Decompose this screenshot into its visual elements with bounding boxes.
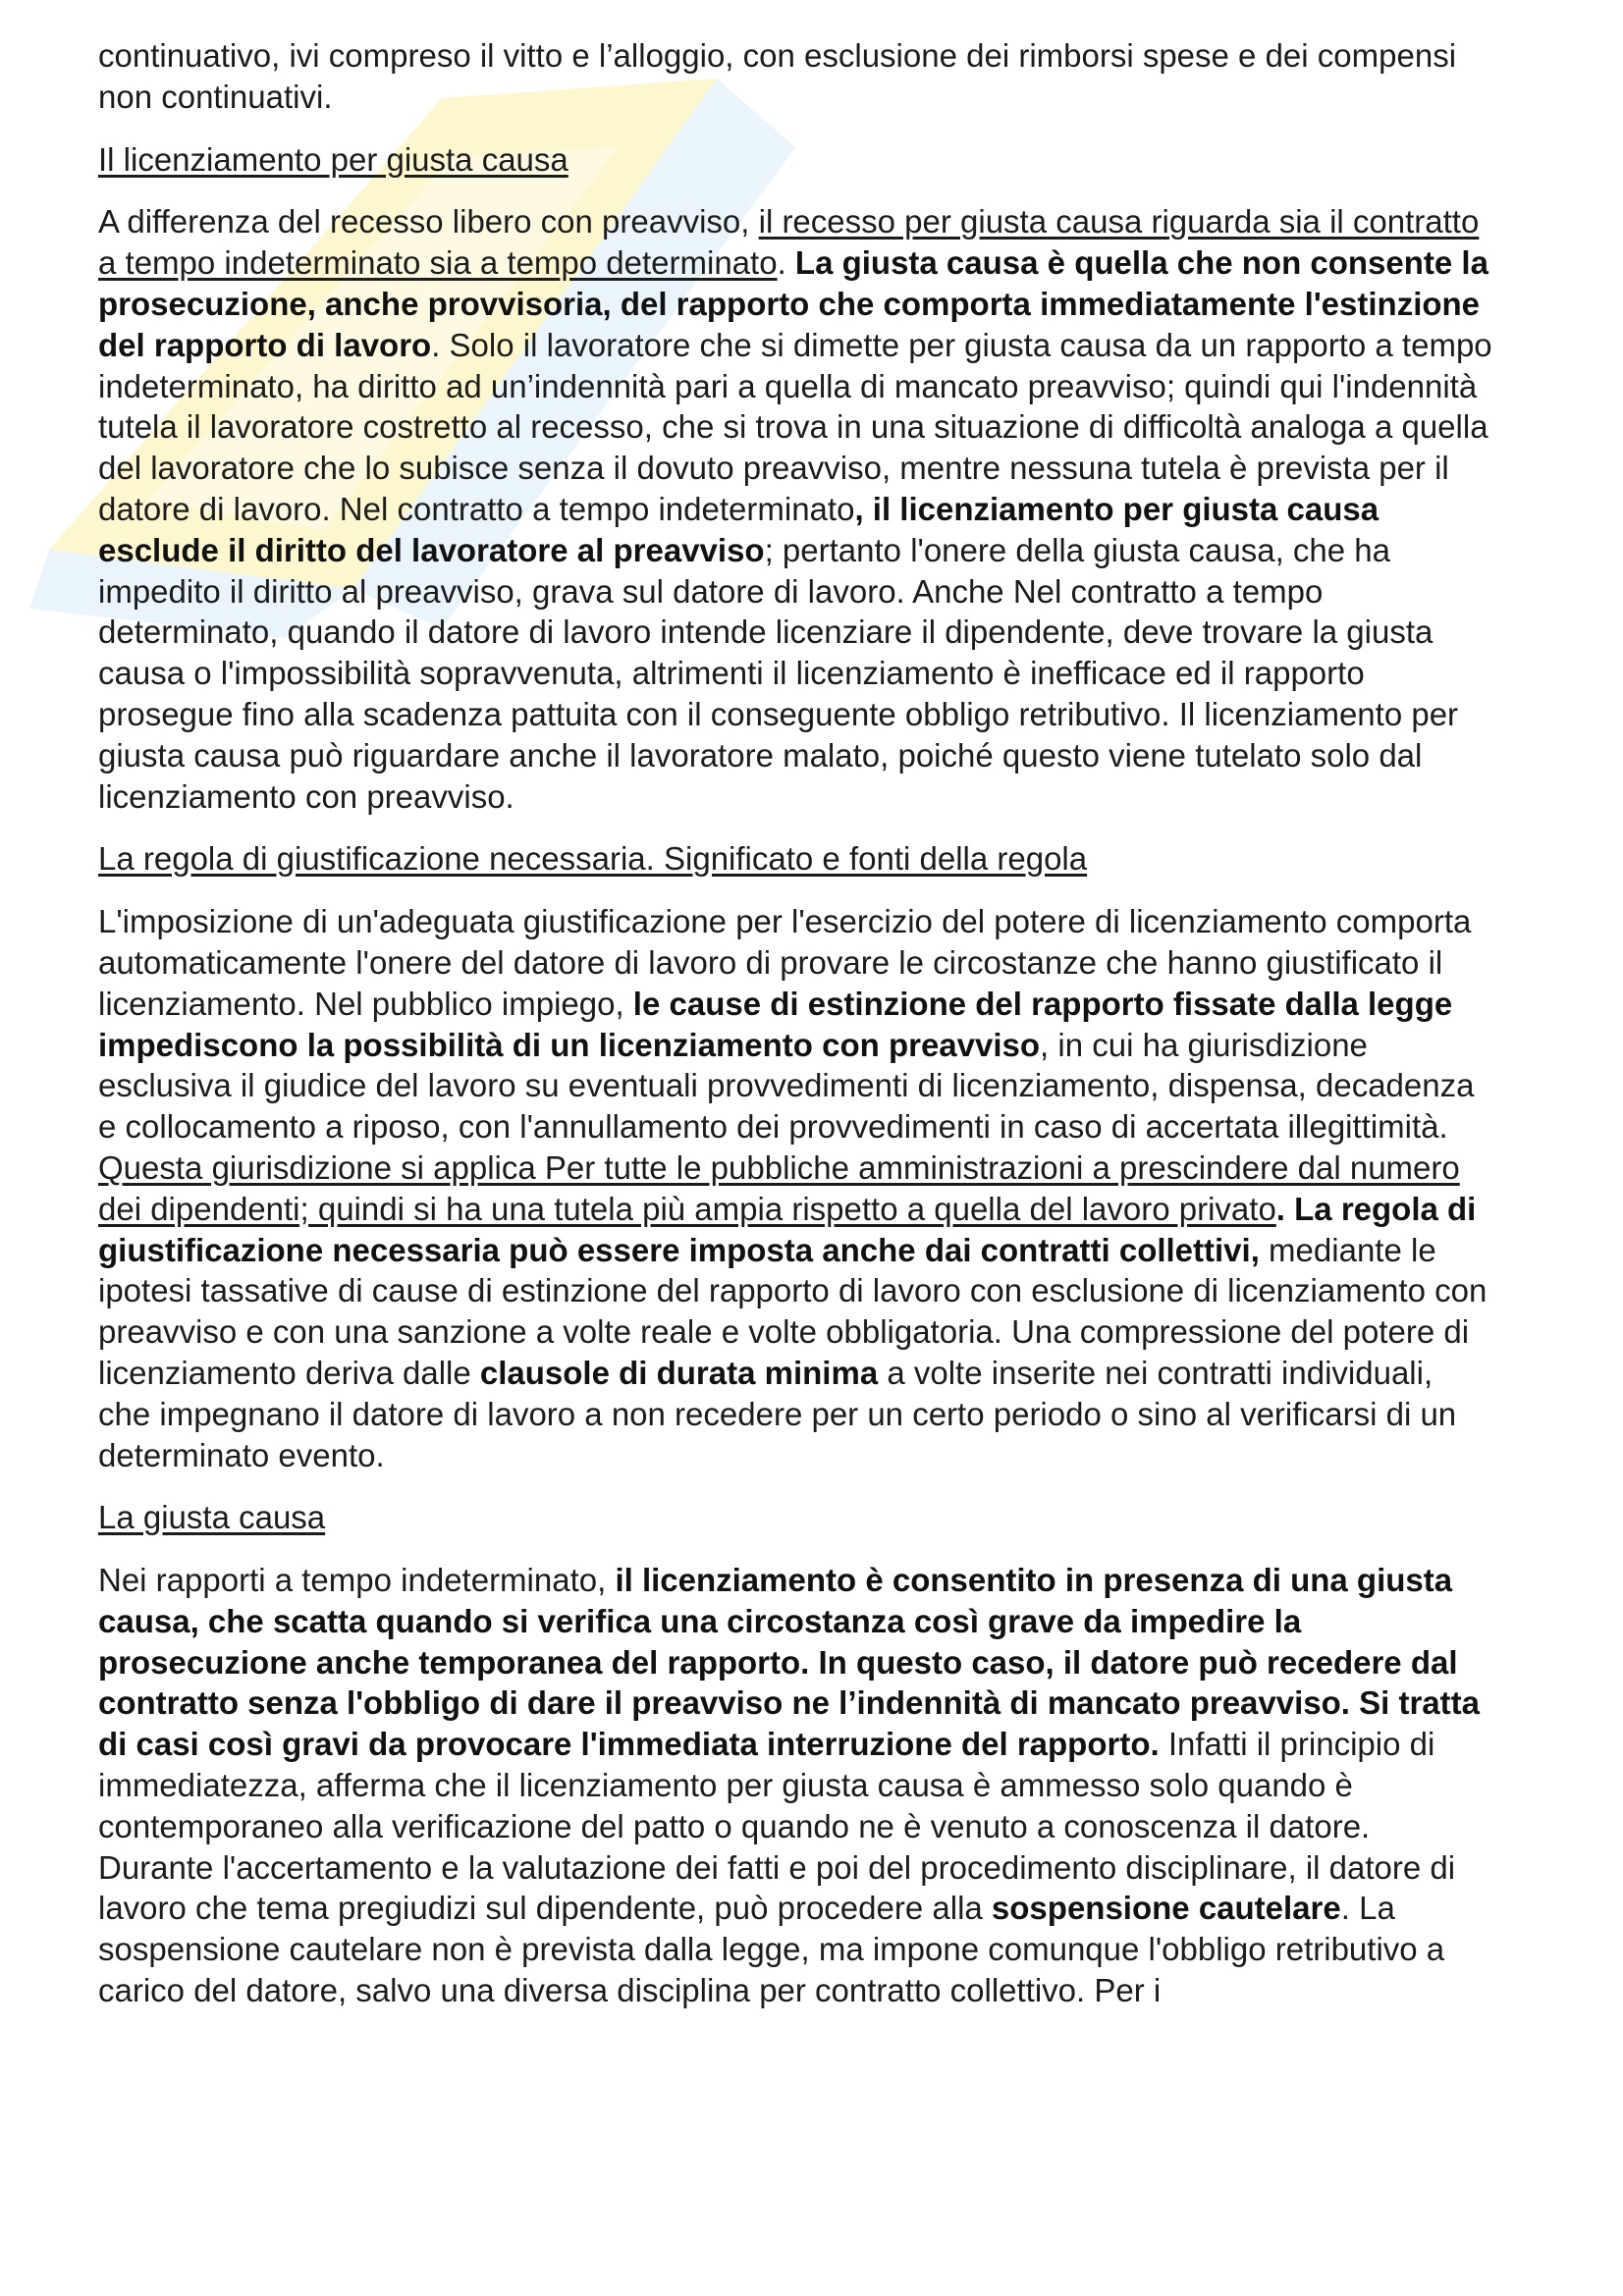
bold-text: il licenziamento è consentito in presenza di una giusta causa, che scatta quando si verifica una circostanza così grave da impedire la prosecuzione anche temporanea del rapporto. In questo caso, il datore può recedere dal contratto senza l'obbligo di dare il preavviso ne l’indennità di mancato preavviso. Si tratta di casi così gravi da provocare l'immediata interruzione del rapporto.: [98, 1562, 1480, 1763]
text-run: a volte inserite nei contratti individuali, che impegnano il datore di lavoro a non recedere per un certo periodo o sino al verificarsi di un determinato evento.: [98, 1354, 1457, 1473]
text-run: . La sospensione cautelare non è prevista dalla legge, ma impone comunque l'obbligo retributivo a carico del datore, salvo una diversa disciplina per contratto collettivo. Per i: [98, 1890, 1445, 2009]
underlined-text: il recesso per giusta causa riguarda sia il contratto a tempo indeterminato sia a tempo determinato: [98, 203, 1480, 282]
bold-text: , il licenziamento per giusta causa esclude il diritto del lavoratore al preavviso: [98, 490, 1380, 568]
text-run: .: [777, 244, 795, 282]
bold-text: le cause di estinzione del rapporto fissate dalla legge impediscono la possibilità di un licenziamento con preavviso: [98, 985, 1453, 1063]
bold-text: sospensione cautelare: [991, 1890, 1341, 1927]
bold-text: clausole di durata minima: [479, 1354, 879, 1391]
bold-text: . La regola di giustificazione necessaria può essere imposta anche dai contratti collettivi,: [98, 1190, 1477, 1268]
body-paragraph: [98, 901, 1492, 1475]
body-paragraph: [98, 1560, 1492, 2011]
underlined-text: Questa giurisdizione si applica Per tutte le pubbliche amministrazioni a prescindere dal numero dei dipendenti; quindi si ha una tutela più ampia rispetto a quella del lavoro privato: [98, 1148, 1460, 1227]
body-paragraph: [98, 35, 1492, 118]
text-run: , in cui ha giurisdizione esclusiva il giudice del lavoro su eventuali provvedimenti di licenziamento, dispensa, decadenza e collocamento a riposo, con l'annullamento dei provvedimenti in caso di accertata illegittimità.: [98, 1026, 1475, 1146]
text-run: A differenza del recesso libero con preavviso,: [98, 203, 759, 240]
text-run: mediante le ipotesi tassative di cause di estinzione del rapporto di lavoro con esclusione di licenziamento con preavviso e con una sanzione a volte reale e volte obbligatoria. Una compressione del potere di licenziamento deriva dalle: [98, 1231, 1488, 1391]
document-page: [98, 35, 1492, 2033]
text-run: ; pertanto l'onere della giusta causa, che ha impedito il diritto al preavviso, grava sul datore di lavoro. Anche Nel contratto a tempo determinato, quando il datore di lavoro intende licenziare il dipendente, deve trovare la giusta causa o l'impossibilità sopravvenuta, altrimenti il licenziamento è inefficace ed il rapporto prosegue fino alla scadenza pattuita con il conseguente obbligo retributivo. Il licenziamento per giusta causa può riguardare anche il lavoratore malato, poiché questo viene tutelato solo dal licenziamento con preavviso.: [98, 531, 1459, 815]
bold-text: La giusta causa è quella che non consente la prosecuzione, anche provvisoria, del rapporto che comporta immediatamente l'estinzione del rapporto di lavoro: [98, 244, 1488, 363]
body-paragraph: [98, 201, 1492, 817]
text-run: Nei rapporti a tempo indeterminato,: [98, 1562, 616, 1599]
text-run: L'imposizione di un'adeguata giustificazione per l'esercizio del potere di licenziamento comporta automaticamente l'onere del datore di lavoro di provare le circostanze che hanno giustificato il licenziamento. Nel pubblico impiego,: [98, 903, 1472, 1022]
text-run: . Solo il lavoratore che si dimette per giusta causa da un rapporto a tempo indeterminato, ha diritto ad un’indennità pari a quella di mancato preavviso; quindi qui l'indennità tutela il lavoratore costretto al recesso, che si trova in una situazione di difficoltà analoga a quella del lavoratore che lo subisce senza il dovuto preavviso, mentre nessuna tutela è prevista per il datore di lavoro. Nel contratto a tempo indeterminato: [98, 326, 1492, 527]
section-heading: Il licenziamento per giusta causa: [98, 140, 568, 178]
section-heading: La giusta causa: [98, 1499, 326, 1536]
text-run: continuativo, ivi compreso il vitto e l’alloggio, con esclusione dei rimborsi spese e dei compensi non continuativi.: [98, 37, 1457, 115]
text-run: Infatti il principio di immediatezza, afferma che il licenziamento per giusta causa è ammesso solo quando è contemporaneo alla verificazione del patto o quando ne è venuto a conoscenza il datore. Durante l'accertamento e la valutazione dei fatti e poi del procedimento disciplinare, il datore di lavoro che tema pregiudizi sul dipendente, può procedere alla: [98, 1726, 1456, 1927]
section-heading: La regola di giustificazione necessaria. Significato e fonti della regola: [98, 840, 1088, 878]
